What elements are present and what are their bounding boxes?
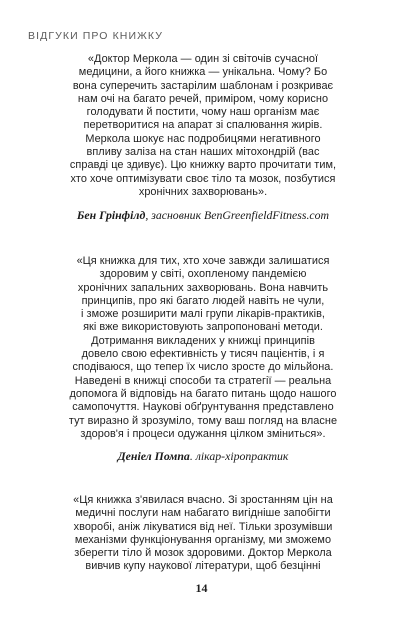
- quote-line: перетворитися на апарат зі спалювання жирів.: [83, 119, 323, 132]
- quote-line: і зможе розширити малі групи лікарів-практиків,: [80, 308, 325, 321]
- quote-line: хронічних запальних захворювань. Вона навчить: [77, 281, 329, 294]
- quote-line: медичні послуги нам набагато вигідніше запобігти: [75, 507, 331, 520]
- author-role: . лікар-хіропрактик: [189, 449, 289, 463]
- quote-line: вона суперечить застарілим шаблонам і розкриває: [72, 79, 334, 92]
- review-attribution-1: [40, 208, 366, 223]
- quote-line: здоров'я і процеси одужання цілком зміниться».: [80, 427, 326, 440]
- quote-line: механізми функціонування організму, ми зможемо: [74, 533, 332, 546]
- quote-line: нам очі на багато речей, приміром, чому корисно: [77, 92, 329, 105]
- quote-line: Меркола шокує нас подробицями негативного: [85, 132, 321, 145]
- quote-line: справді це здивує). Цю книжку варто прочитати тим,: [69, 159, 337, 172]
- quote-line: медицини, а його книжка — унікальна. Чому? Бо: [78, 66, 328, 79]
- author-name: Бен Грінфілд: [76, 208, 146, 222]
- quote-line: «Ця книжка для тих, хто хоче завжди залишатися: [76, 255, 330, 267]
- quote-line: хронічних захворювань».: [138, 185, 268, 198]
- quote-line: хворобі, аніж лікуватися від неї. Тільки зрозумівши: [73, 520, 333, 533]
- review-quote-3: [40, 494, 366, 574]
- review-quote-1: [40, 53, 366, 199]
- running-header: ВІДГУКИ ПРО КНИЖКУ: [28, 30, 164, 42]
- quote-line: які вже використовують запропоновані методи.: [83, 321, 323, 334]
- quote-line: довело свою ефективність у тисяч пацієнтів, і я: [81, 348, 325, 361]
- quote-line: впливу заліза на стан наших мітохондрій (вас: [86, 146, 320, 159]
- review-quote-2: [40, 255, 366, 441]
- quote-line: Дотримання викладених у книжці принципів: [91, 334, 315, 347]
- quote-line: принципів, про які багато людей навіть не чули,: [81, 294, 325, 307]
- quote-line: зберегти тіло й мозок здоровими. Доктор Меркола: [74, 547, 332, 560]
- quote-line: «Доктор Меркола — один зі світочів сучасної: [87, 53, 319, 65]
- review-attribution-2: [40, 449, 366, 464]
- quote-line: самопочуття. Наукові обґрунтування представлено: [72, 401, 334, 414]
- author-name: Деніел Помпа: [117, 449, 190, 463]
- quote-line: хто хоче оптимізувати своє тіло та мозок, позбутися: [70, 172, 336, 185]
- page-number: 14: [195, 581, 208, 595]
- quote-line: тут виразно й зрозуміло, тому ваш погляд на власне: [68, 414, 338, 427]
- author-role: , засновник BenGreenfieldFitness.com: [145, 208, 330, 222]
- quote-line: Наведені в книжці способи та стратегії — реальна: [74, 374, 332, 387]
- quote-line: «Ця книжка з'явилася вчасно. Зі зростанням цін на: [73, 494, 333, 506]
- quote-line: допомога й відповідь на багато питань щодо нашого: [69, 387, 337, 400]
- quote-line: сподіваюся, що тепер їх число зросте до мільйона.: [72, 361, 334, 374]
- quote-line: здоровим у світі, охопленому пандемією: [99, 268, 307, 281]
- quote-line: вивчив купу наукової літератури, щоб безцінні: [85, 560, 321, 573]
- quote-line: голодувати й постити, чому наш організм має: [86, 106, 320, 119]
